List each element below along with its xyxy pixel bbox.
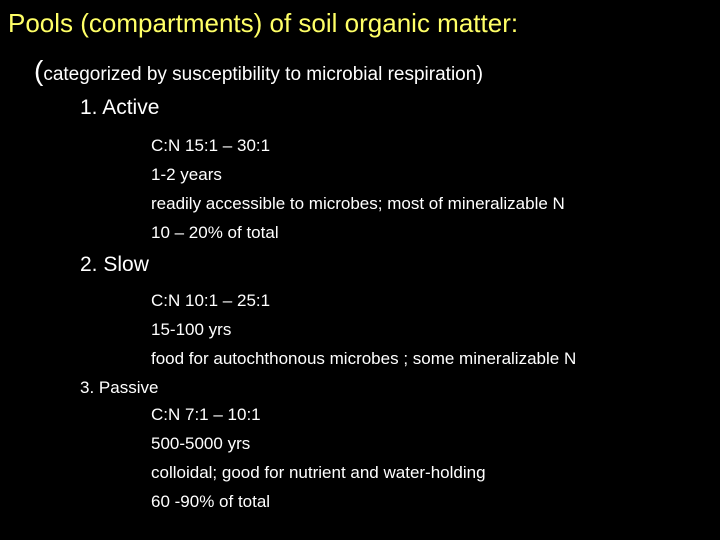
pool-detail: 15-100 yrs: [151, 320, 232, 339]
pool-detail: 1-2 years: [151, 165, 222, 184]
subtitle-open-paren: (: [34, 55, 44, 86]
subtitle-text: categorized by susceptibility to microbial respiration: [43, 64, 477, 85]
pool-detail: 500-5000 yrs: [151, 434, 251, 453]
slide-title: Pools (compartments) of soil organic matter:: [8, 8, 519, 38]
pool-heading-active: 1. Active: [80, 96, 160, 119]
slide-subtitle: [34, 55, 483, 87]
pool-heading-passive: 3. Passive: [80, 378, 159, 397]
pool-heading-slow: 2. Slow: [80, 253, 149, 276]
pool-detail: colloidal; good for nutrient and water-holding: [151, 463, 486, 482]
pool-detail: C:N 7:1 – 10:1: [151, 405, 261, 424]
pool-detail: C:N 10:1 – 25:1: [151, 291, 271, 310]
pool-detail: C:N 15:1 – 30:1: [151, 136, 271, 155]
pool-detail: 10 – 20% of total: [151, 223, 279, 242]
pool-detail: 60 -90% of total: [151, 492, 271, 511]
subtitle-close-paren: ): [476, 63, 483, 85]
pool-detail: readily accessible to microbes; most of mineralizable N: [151, 194, 565, 213]
pool-detail: food for autochthonous microbes ; some mineralizable N: [151, 349, 577, 368]
